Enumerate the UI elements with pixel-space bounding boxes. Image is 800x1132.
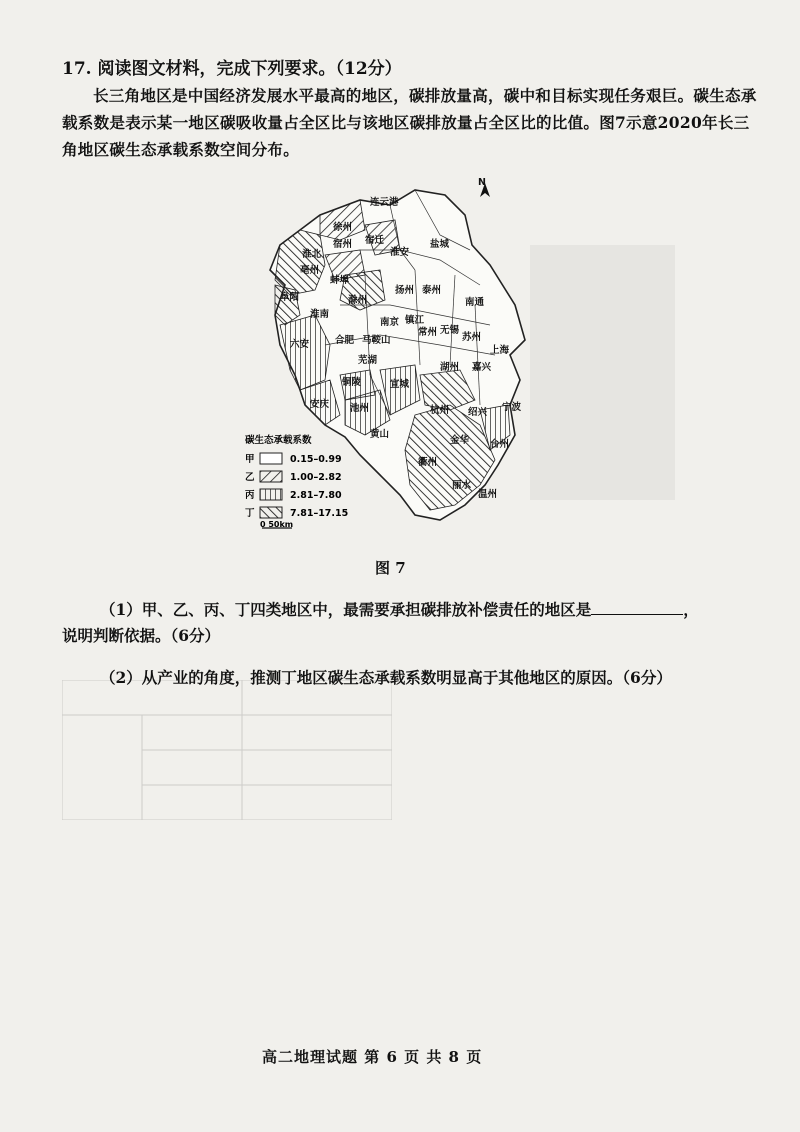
legend-name: 丁	[245, 508, 255, 519]
legend-name: 丙	[245, 490, 255, 501]
city-label: 淮南	[310, 309, 330, 320]
legend-swatch-bing	[260, 489, 282, 500]
city-label: 滁州	[348, 295, 368, 306]
legend-swatch-yi	[260, 471, 282, 482]
city-label: 宣城	[390, 379, 410, 390]
sub-question-1-comma: ，	[683, 600, 699, 619]
map-legend	[245, 434, 348, 529]
city-label: 南通	[465, 297, 485, 308]
legend-swatch-ding	[260, 507, 282, 518]
legend-title: 碳生态承载系数	[245, 435, 312, 446]
bleed-through-table	[62, 680, 392, 820]
bleed-through-map	[530, 245, 675, 500]
north-arrow	[478, 177, 490, 197]
city-label: 池州	[350, 403, 370, 414]
carbon-capacity-map	[240, 175, 680, 535]
legend-swatch-jia	[260, 453, 282, 464]
legend-range: 0.15–0.99	[290, 454, 342, 465]
answer-blank[interactable]	[591, 600, 683, 615]
scale-label: 0 50km	[260, 520, 294, 529]
city-label: 铜陵	[342, 377, 362, 388]
city-label: 台州	[490, 439, 510, 450]
sub-question-1	[100, 598, 699, 620]
city-label: 上海	[490, 345, 510, 356]
city-label: 常州	[418, 327, 438, 338]
legend-range: 7.81–17.15	[290, 508, 349, 519]
city-label: 蚌埠	[330, 275, 350, 286]
sub-question-1-line2: 说明判断依据。（6分）	[62, 626, 221, 645]
city-label: 无锡	[440, 325, 460, 336]
north-label: N	[478, 177, 486, 188]
city-label: 丽水	[452, 480, 472, 491]
question-paragraph: 长三角地区是中国经济发展水平最高的地区，碳排放量高，碳中和目标实现任务艰巨。碳生态承载系数是表示某一地区碳吸收量占全区比与该地区碳排放量占全区比的比值。图7示意2020年长三角地区碳生态承载系数空间分布。	[62, 86, 757, 159]
figure-caption: 图 7	[375, 559, 406, 577]
city-label: 温州	[478, 489, 498, 500]
map-svg	[240, 175, 680, 535]
legend-range: 2.81–7.80	[290, 490, 342, 501]
city-label: 湖州	[440, 362, 460, 373]
question-title: 17. 阅读图文材料，完成下列要求。（12分）	[62, 59, 402, 79]
legend-name: 甲	[245, 454, 255, 465]
city-label: 南京	[380, 317, 400, 328]
city-label: 亳州	[300, 265, 320, 276]
city-label: 泰州	[422, 285, 442, 296]
city-label: 绍兴	[468, 407, 488, 418]
city-label: 六安	[290, 339, 310, 350]
city-label: 盐城	[430, 239, 450, 250]
city-label: 马鞍山	[362, 335, 391, 346]
city-label: 徐州	[333, 222, 353, 233]
city-label: 苏州	[462, 332, 482, 343]
city-label: 连云港	[370, 197, 399, 208]
sub-question-1-text: （1）甲、乙、丙、丁四类地区中，最需要承担碳排放补偿责任的地区是	[100, 600, 592, 619]
city-label: 淮北	[302, 249, 322, 260]
city-label: 杭州	[430, 405, 450, 416]
city-label: 衢州	[418, 457, 438, 468]
city-label: 宿迁	[365, 235, 385, 246]
sub-question-2: （2）从产业的角度，推测丁地区碳生态承载系数明显高于其他地区的原因。（6分）	[100, 668, 672, 687]
city-label: 金华	[450, 435, 470, 446]
city-label: 淮安	[390, 247, 410, 258]
legend-name: 乙	[245, 472, 255, 483]
city-label: 宁波	[502, 402, 522, 413]
city-label: 宿州	[333, 239, 353, 250]
city-label: 镇江	[405, 315, 425, 326]
page-footer: 高二地理试题 第 6 页 共 8 页	[262, 1048, 483, 1066]
city-label: 扬州	[395, 285, 415, 296]
legend-range: 1.00–2.82	[290, 472, 342, 483]
city-label: 合肥	[335, 335, 355, 346]
city-label: 芜湖	[358, 355, 378, 366]
city-label: 安庆	[310, 399, 330, 410]
city-label: 阜阳	[280, 292, 300, 303]
city-label: 嘉兴	[472, 362, 492, 373]
city-label: 黄山	[370, 429, 390, 440]
